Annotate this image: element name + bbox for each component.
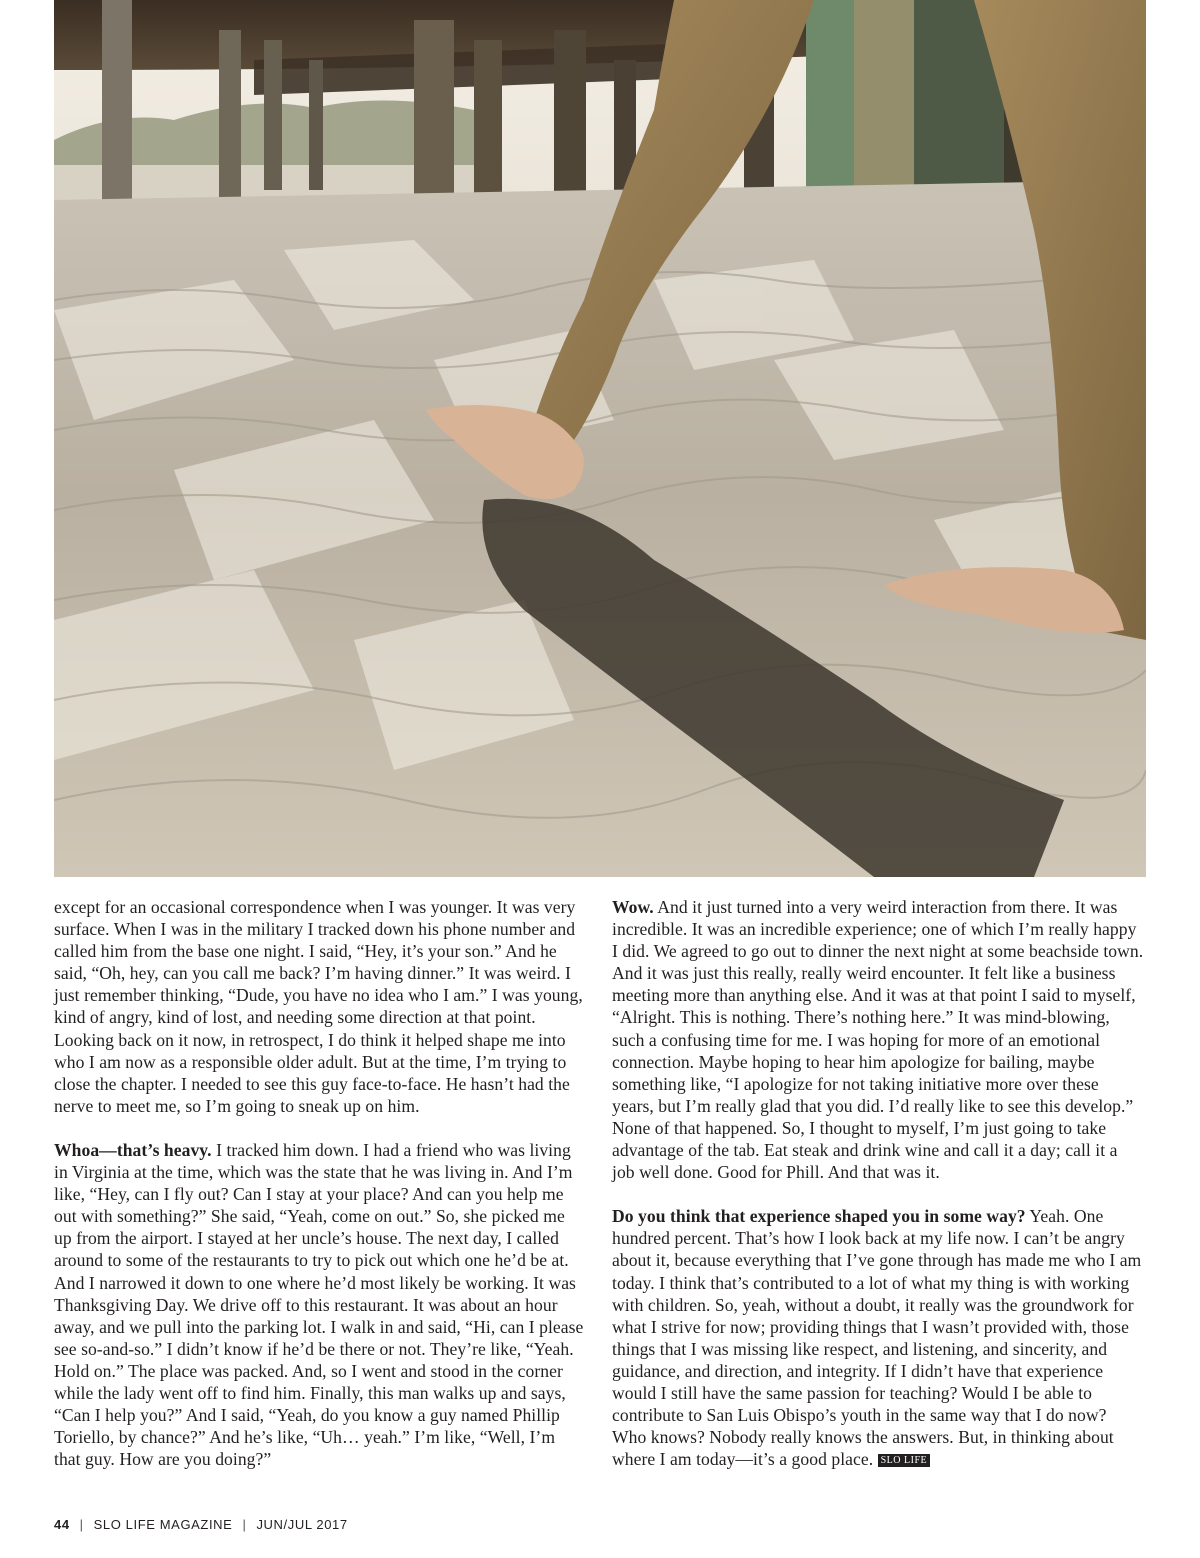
question-lead: Whoa—that’s heavy.	[54, 1139, 212, 1160]
page-number: 44	[54, 1517, 70, 1532]
footer-separator: |	[242, 1517, 247, 1532]
publication-name: SLO LIFE MAGAZINE	[93, 1517, 233, 1532]
question-lead: Wow.	[612, 897, 654, 917]
paragraph	[54, 896, 586, 1117]
page-footer	[54, 1517, 348, 1532]
answer-text: I tracked him down. I had a friend who was living in Virginia at the time, which was the state that he was living in. And I’m like, “Hey, can I fly out? Can I stay at your place? And can you help me out with something?” She said, “Yeah, come on out.” So, she picked me up from the airport. I stayed at her uncle’s house. The next day, I called around to some of the restaurants to try to pick out which one he’d be at. And I narrowed it down to one where he’d most likely be working. It was Thanksgiving Day. We drive off to this restaurant. It was about an hour away, and we pull into the parking lot. I walk in and said, “Hi, can I please see so-and-so.” I didn’t know if he’d be there or not. They’re like, “Yeah. Hold on.” The place was packed. And, so I went and stood in the corner while the lady went off to find him. Finally, this man walks up and says, “Can I help you?” And I said, “Yeah, do you know a guy named Phillip Toriello, by chance?” And he’s like, “Uh… yeah.” I’m like, “Well, I’m that guy. How are you doing?”	[54, 1139, 584, 1470]
paragraph	[612, 896, 1144, 1183]
paragraph	[54, 1139, 586, 1470]
article-column-right	[612, 896, 1144, 1492]
answer-text: Yeah. One hundred percent. That’s how I look back at my life now. I can’t be angry about it, because everything that I’ve gone through has made me who I am today. I think that’s contributed to a lot of what my thing is with working with children. So, yeah, without a doubt, it really was the groundwork for what I strive for now; providing things that I wasn’t provided with, those things that I was missing like respect, and listening, and sincerity, and guidance, and direction, and integrity. If I didn’t have that experience would I still have the same passion for teaching? Would I be able to contribute to San Luis Obispo’s youth in the same way that I do now? Who knows? Nobody really knows the answers. But, in thinking about where I am today—it’s a good place.	[612, 1206, 1142, 1470]
question-lead: Do you think that experience shaped you in some way?	[612, 1206, 1026, 1227]
beach-pier-illustration	[54, 0, 1146, 877]
footer-separator: |	[79, 1517, 84, 1532]
answer-text: And it just turned into a very weird interaction from there. It was incredible. It was an incredible experience; one of which I’m really happy I did. We agreed to go out to dinner the next night at some beachside town. And it was just this really, really weird encounter. It felt like a business meeting more than anything else. And it was at that point I said to myself, “Alright. This is nothing. There’s nothing here.” It was mind-blowing, such a confusing time for me. I was hoping for more of an emotional connection. Maybe hoping to hear him apologize for bailing, maybe something like, “I apologize for not taking initiative more over these years, but I’m really glad that you did. I’d really like to see this develop.” None of that happened. So, I thought to myself, I’m just going to take advantage of the tab. Eat steak and drink wine and call it a day; call it a job well done. Good for Phill. And that was it.	[612, 897, 1144, 1183]
paragraph	[612, 1205, 1144, 1470]
answer-text: except for an occasional correspondence when I was younger. It was very surface. When I was in the military I tracked down his phone number and called him from the base one night. I said, “Hey, it’s your son.” And he said, “Oh, hey, can you call me back? I’m having dinner.” It was weird. I just remember thinking, “Dude, you have no idea who I am.” I was young, kind of angry, kind of lost, and needing some direction at that point. Looking back on it now, in retrospect, I do think it helped shape me into who I am now as a responsible older adult. But at the time, I’m trying to close the chapter. I needed to see this guy face-to-face. He hasn’t had the nerve to meet me, so I’m going to sneak up on him.	[54, 897, 583, 1116]
issue-date: JUN/JUL 2017	[256, 1517, 348, 1532]
end-mark-logo: SLO LIFE	[878, 1454, 931, 1467]
feature-photo	[54, 0, 1146, 877]
article-column-left	[54, 896, 586, 1492]
